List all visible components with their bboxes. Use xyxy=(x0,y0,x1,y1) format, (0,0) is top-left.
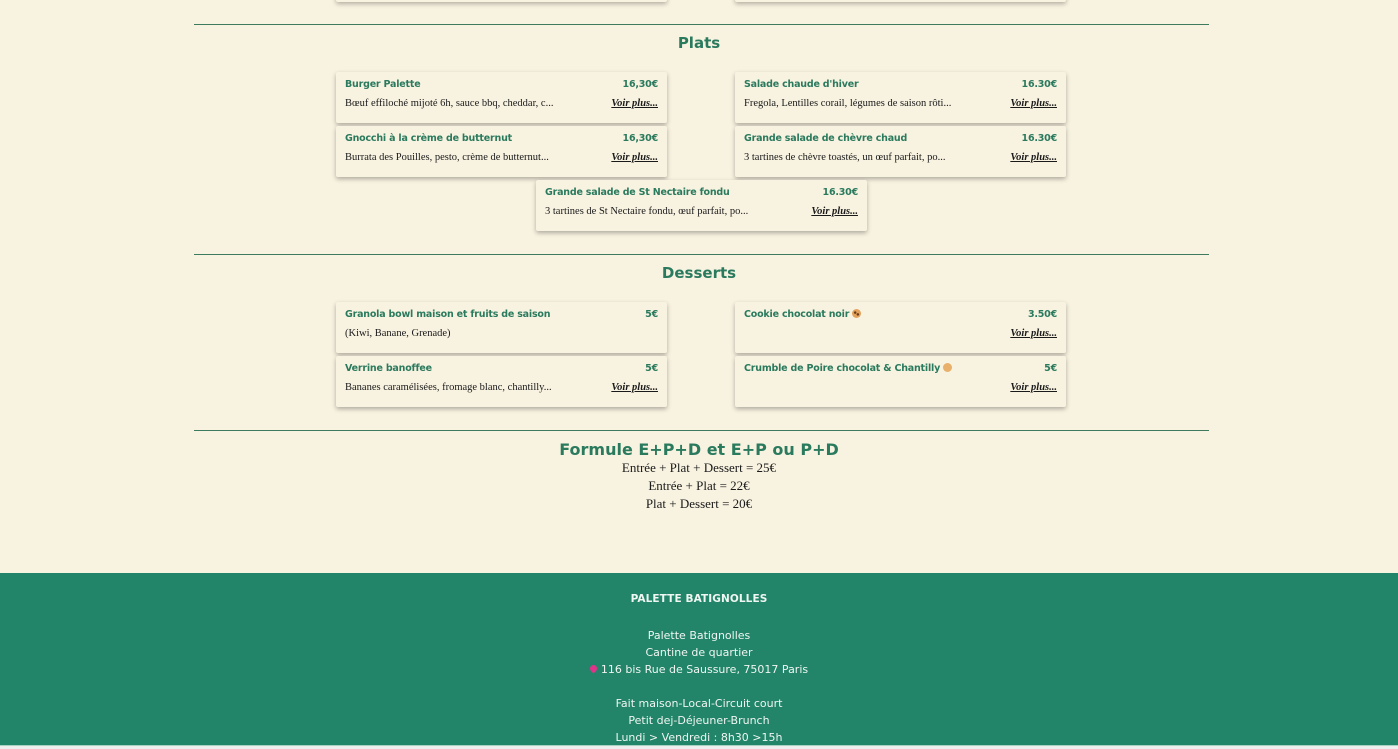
item-description: (Kiwi, Banane, Grenade) xyxy=(345,327,451,339)
voir-plus-link[interactable]: Voir plus... xyxy=(1010,327,1057,339)
item-description: 3 tartines de chèvre toastés, un œuf parfait, po... xyxy=(744,151,946,163)
voir-plus-link[interactable]: Voir plus... xyxy=(611,381,658,393)
item-price: 16.30€ xyxy=(1021,133,1057,144)
menu-card[interactable] xyxy=(536,180,867,231)
voir-plus-link[interactable]: Voir plus... xyxy=(611,97,658,109)
item-description: Bananes caramélisées, fromage blanc, chantilly... xyxy=(345,381,552,393)
formule-line: Plat + Dessert = 20€ xyxy=(645,496,753,511)
footer-address xyxy=(0,661,1398,678)
item-name: Crumble de Poire chocolat & Chantilly xyxy=(744,363,941,374)
crumble-icon xyxy=(943,363,952,372)
location-pin-icon xyxy=(588,664,598,674)
item-name: Gnocchi à la crème de butternut xyxy=(345,133,512,144)
menu-card[interactable] xyxy=(336,72,667,123)
item-description: Bœuf effiloché mijoté 6h, sauce bbq, cheddar, c... xyxy=(345,97,554,109)
cookie-icon xyxy=(852,309,861,318)
item-description: Burrata des Pouilles, pesto, crème de butternut... xyxy=(345,151,549,163)
section-title-desserts: Desserts xyxy=(661,264,737,282)
menu-card[interactable] xyxy=(735,126,1066,177)
menu-card[interactable] xyxy=(336,356,667,407)
menu-card[interactable] xyxy=(336,126,667,177)
section-title-plats: Plats xyxy=(677,34,721,52)
menu-card[interactable] xyxy=(735,356,1066,407)
voir-plus-link[interactable]: Voir plus... xyxy=(1010,151,1057,163)
item-name: Cookie chocolat noir xyxy=(744,309,850,320)
item-name: Grande salade de St Nectaire fondu xyxy=(545,187,730,198)
item-price: 16.30€ xyxy=(822,187,858,198)
item-description: 3 tartines de St Nectaire fondu, œuf parfait, po... xyxy=(545,205,749,217)
menu-card[interactable] xyxy=(735,302,1066,353)
section-divider xyxy=(194,254,1209,255)
voir-plus-link[interactable]: Voir plus... xyxy=(611,151,658,163)
menu-card-partial xyxy=(336,0,667,2)
formule-line: Entrée + Plat + Dessert = 25€ xyxy=(621,460,777,475)
footer-line: Petit dej-Déjeuner-Brunch xyxy=(628,714,770,727)
formule-section xyxy=(0,440,1398,513)
item-name: Verrine banoffee xyxy=(345,363,432,374)
footer-line: Cantine de quartier xyxy=(645,646,753,659)
voir-plus-link[interactable]: Voir plus... xyxy=(1010,97,1057,109)
footer-title: PALETTE BATIGNOLLES xyxy=(630,593,768,605)
item-price: 16,30€ xyxy=(622,133,658,144)
formule-title: Formule E+P+D et E+P ou P+D xyxy=(559,440,839,459)
footer-line: Lundi > Vendredi : 8h30 >15h xyxy=(615,731,783,744)
menu-card[interactable] xyxy=(735,72,1066,123)
item-price: 3.50€ xyxy=(1027,309,1057,320)
item-price: 5€ xyxy=(1044,363,1057,374)
item-name: Grande salade de chèvre chaud xyxy=(744,133,908,144)
item-name: Granola bowl maison et fruits de saison xyxy=(345,309,551,320)
item-price: 16,30€ xyxy=(622,79,658,90)
voir-plus-link[interactable]: Voir plus... xyxy=(1010,381,1057,393)
section-divider xyxy=(194,430,1209,431)
section-divider xyxy=(194,24,1209,25)
item-price: 16.30€ xyxy=(1021,79,1057,90)
menu-card[interactable] xyxy=(336,302,667,353)
menu-card-partial xyxy=(735,0,1066,2)
item-name-wrap xyxy=(744,363,952,374)
bottom-strip xyxy=(0,745,1398,749)
footer-line: Palette Batignolles xyxy=(647,629,751,642)
item-price: 5€ xyxy=(645,363,658,374)
formule-line: Entrée + Plat = 22€ xyxy=(648,478,750,493)
item-name: Burger Palette xyxy=(345,79,421,90)
footer xyxy=(0,573,1398,745)
footer-line: Fait maison-Local-Circuit court xyxy=(615,697,783,710)
item-price: 5€ xyxy=(645,309,658,320)
voir-plus-link[interactable]: Voir plus... xyxy=(811,205,858,217)
item-description: Fregola, Lentilles corail, légumes de saison rôti... xyxy=(744,97,952,109)
footer-address-text: 116 bis Rue de Saussure, 75017 Paris xyxy=(600,663,809,676)
item-name-wrap xyxy=(744,309,861,320)
item-name: Salade chaude d'hiver xyxy=(744,79,859,90)
